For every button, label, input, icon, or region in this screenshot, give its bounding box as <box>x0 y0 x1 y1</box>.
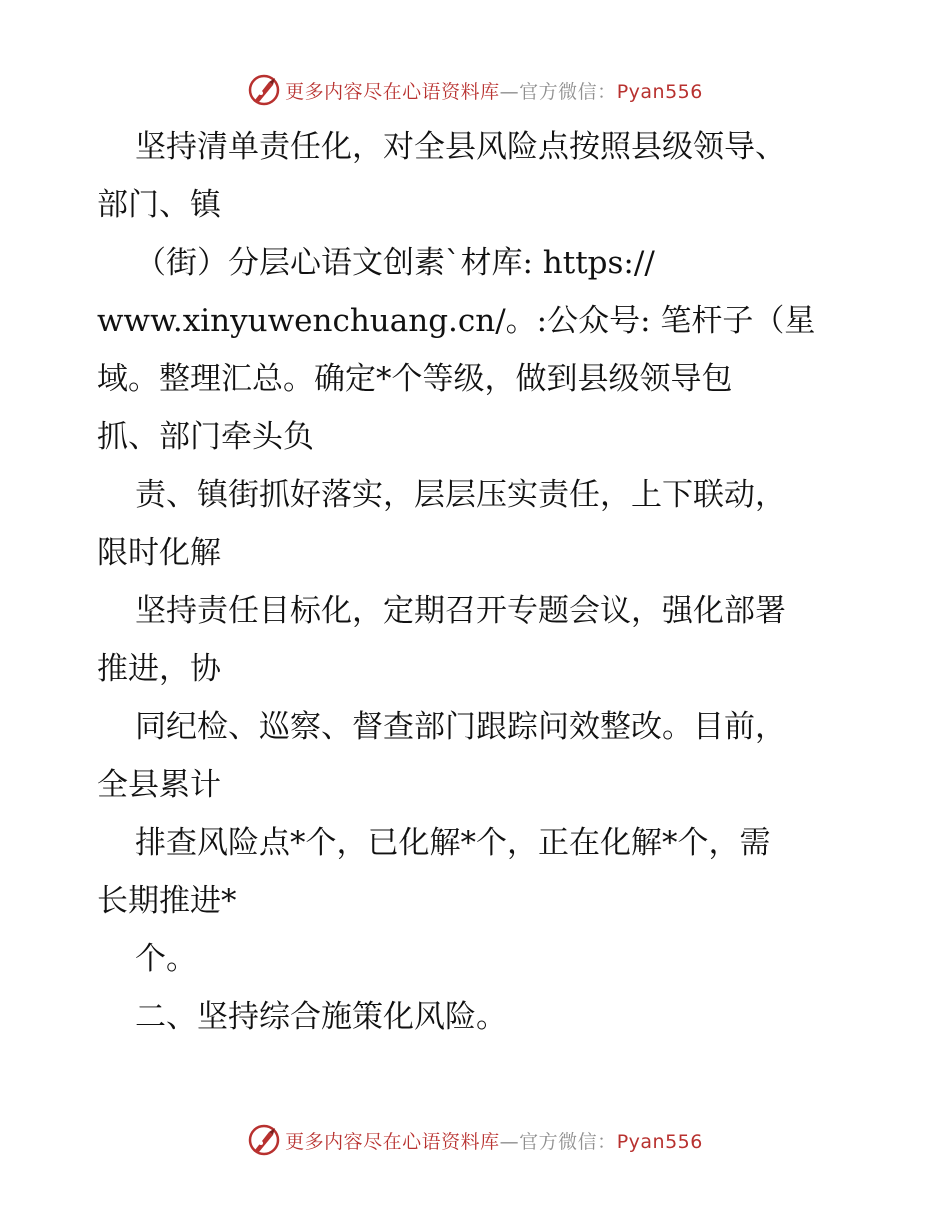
watermark-text: 更多内容尽在心语资料库—官方微信：Pyan556 <box>285 80 703 103</box>
watermark-text: 更多内容尽在心语资料库—官方微信：Pyan556 <box>285 1130 703 1153</box>
body-text-line: 部门、镇 <box>97 187 221 223</box>
quill-pen-circle-icon <box>247 73 281 107</box>
body-text-line: 域。整理汇总。确定*个等级，做到县级领导包 <box>97 361 733 397</box>
body-text-line: 推进，协 <box>97 651 221 687</box>
body-text-line: 坚持责任目标化，定期召开专题会议，强化部署 <box>135 593 786 629</box>
body-text-line: 个。 <box>135 941 197 977</box>
body-text-line: 排查风险点*个，已化解*个，正在化解*个，需 <box>135 825 771 861</box>
body-text-line: 坚持清单责任化，对全县风险点按照县级领导、 <box>135 129 786 165</box>
body-text-line: （街）分层心语文创素`材库: https:// <box>135 245 655 281</box>
quill-pen-circle-icon <box>247 1123 281 1157</box>
document-body <box>97 118 887 1046</box>
footer-watermark <box>0 1120 950 1160</box>
body-text-line: 限时化解 <box>97 535 221 571</box>
body-text-line: 二、坚持综合施策化风险。 <box>135 999 507 1035</box>
body-text-line: 长期推进* <box>97 883 237 919</box>
body-text-line: 责、镇街抓好落实，层层压实责任，上下联动， <box>135 477 786 513</box>
body-text-line: 全县累计 <box>97 767 221 803</box>
header-watermark <box>0 70 950 110</box>
body-text-line: www.xinyuwenchuang.cn/。:公众号: 笔杆子（星 <box>97 303 816 339</box>
body-text-line: 同纪检、巡察、督查部门跟踪问效整改。目前， <box>135 709 786 745</box>
body-text-line: 抓、部门牵头负 <box>97 419 314 455</box>
